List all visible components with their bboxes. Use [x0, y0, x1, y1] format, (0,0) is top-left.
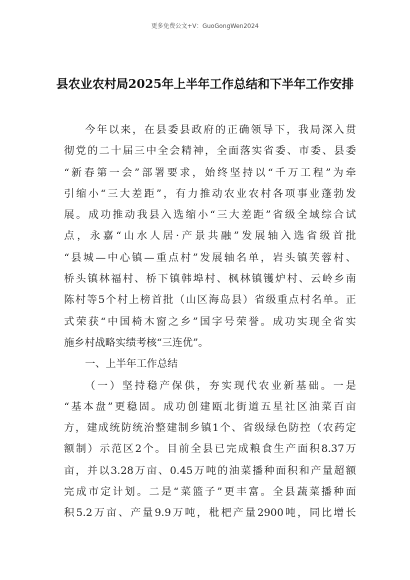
text-line: 完成市定计划。二是“菜篮子”更丰富。全县蔬菜播种面	[64, 486, 356, 499]
text-line: “新春第一会”部署要求，始终坚持以“千万工程”为牵	[64, 166, 356, 179]
text-line: 施乡村战略实绩考核“三连优”。	[64, 336, 209, 349]
text-line: 桥头镇林福村、桥下镇韩埠村、枫林镇镬炉村、云岭乡南	[64, 273, 356, 286]
text-line: 彻党的二十届三中全会精神，全面落实省委、市委、县委	[64, 145, 356, 158]
text-line: 方，建成统防统治整建制乡镇1个、省级绿色防控（农药定	[64, 422, 356, 435]
text-line: 一、上半年工作总结	[85, 358, 178, 371]
text-line: 展。成功推动我县入选缩小“三大差距”省级全域综合试	[64, 209, 356, 222]
text-line: 亩，并以3.28万亩、0.45万吨的油菜播种面积和产量超额	[64, 464, 356, 477]
text-line: （一）坚持稳产保供，夯实现代农业新基础。一是	[85, 379, 356, 392]
text-line: 点，永嘉“山水人居·产景共融”发展轴入选省级首批	[64, 230, 356, 243]
text-line: 陈村等5个村上榜首批（山区海岛县）省级重点村名单。正	[64, 294, 356, 307]
text-line: 式荣获“中国椅木窗之乡”国字号荣誉。成功实现全省实	[64, 315, 356, 328]
document-body	[64, 120, 356, 525]
text-line: 今年以来，在县委县政府的正确领导下，我局深入贯	[85, 124, 356, 136]
text-line: 积5.2万亩、产量9.9万吨，枇杷产量2900吨，同比增长	[64, 507, 356, 520]
text-line: “县城—中心镇—重点村”发展轴名单，岩头镇芙蓉村、	[64, 251, 356, 264]
text-line: 额制）示范区2个。目前全县已完成粮食生产面积8.37万	[64, 443, 356, 456]
text-line: 引缩小“三大差距”，有力推动农业农村各项事业蓬勃发	[64, 187, 356, 200]
header-note: 更多免费公文+V：GuoGongWen2024	[151, 23, 259, 30]
text-line: “基本盘”更稳固。成功创建瓯北街道五星社区油菜百亩	[64, 400, 356, 413]
document-title: 县农业农村局2025年上半年工作总结和下半年工作安排	[56, 77, 354, 91]
